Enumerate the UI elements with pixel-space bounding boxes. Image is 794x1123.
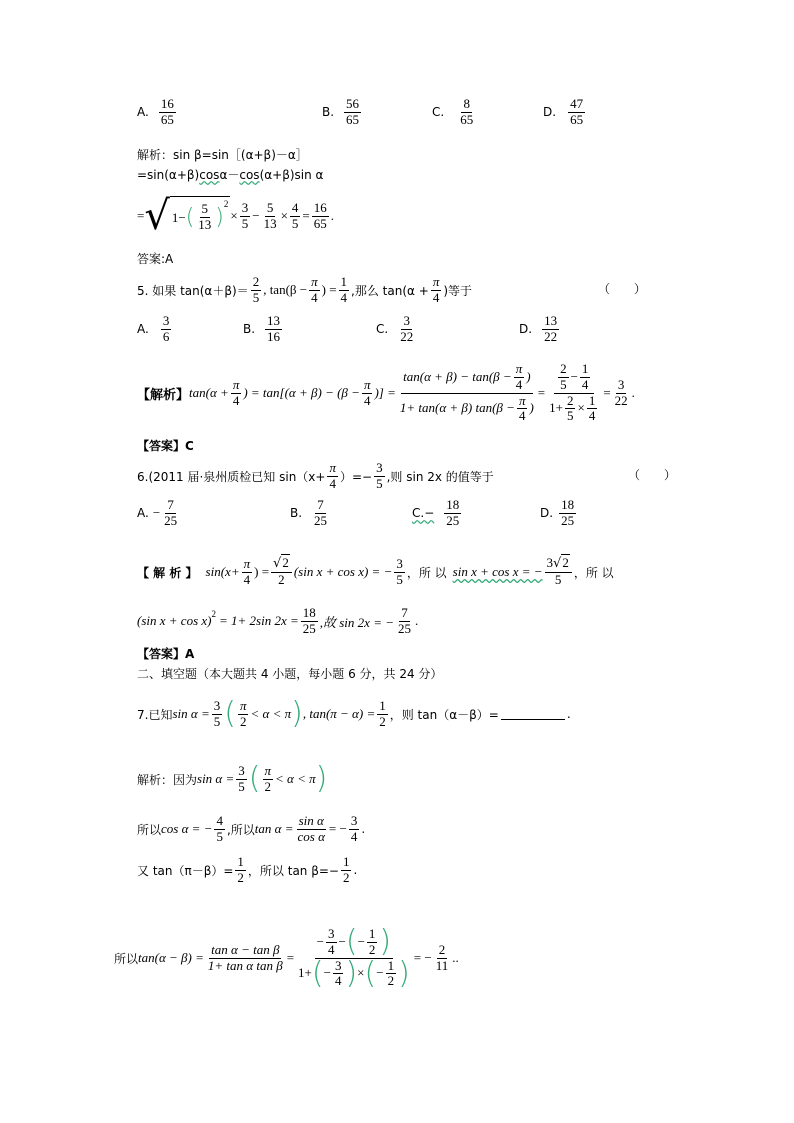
q6-solution-line2: (sin x + cos x) $^2$ = 1+ 2sin 2x = $\frac{18}{25}$ ,故 sin 2x = − $\frac{7}{25}$ . xyxy=(137,604,419,636)
q5-option-b: B. 13 16 xyxy=(243,313,281,344)
q5-solution: 【解析】 tan(α + $\frac{\pi}{4}$ ) = tan[(α + β) − (β − $\frac{\pi}{4}$ )] = tan(α + β) − tan(β − $\frac{\pi}{4}$ ) 1+ tan(α + β) tan(β − $\frac{\pi}{4}$ ) = 2 5 − $\frac{1}{4}$ 1+ $\frac{2}{5}$ × $\frac{1}{4}$ = $\frac{3}{22}$ . xyxy=(137,360,635,424)
q7-solution-line3: 又 tan（π－β）= $\frac{1}{2}$ ，所以 tan β=− $\frac{1}{2}$ . xyxy=(137,853,358,885)
q4-answer: 答案:A xyxy=(137,252,174,266)
q4-solution-line1: 解析：sin β=sin［(α+β)－α］ xyxy=(137,148,308,162)
q4-solution-line2: =sin(α+β) cos α－ cos (α+β)sin α xyxy=(137,167,324,182)
q4-option-d: D. 47 65 xyxy=(543,96,584,127)
big-fraction: tan(α + β) − tan(β − $\frac{\pi}{4}$ ) 1+ tan(α + β) tan(β − $\frac{\pi}{4}$ ) xyxy=(399,360,534,424)
q5-options xyxy=(137,314,597,354)
q5-option-d: D. 13 22 xyxy=(519,313,558,344)
q6-option-c: C.− $\frac{18}{25}$ xyxy=(412,497,460,528)
q6-option-a: A. − $\frac{7}{25}$ xyxy=(137,497,178,528)
nested-fraction: − $\frac{3}{4}$ − ( − $\frac{1}{2}$ ) 1+ ( − $\frac{3}{4}$ ) × ( − $\frac{1}{2}$ ) xyxy=(298,924,410,991)
q5-option-a: A. 3 6 xyxy=(137,313,170,344)
q4-solution-line3: = √ 1− ( 5 13 ) $^2$ × $\frac{3}{5}$ − $\frac{5}{13}$ × $\frac{4}{5}$ = $\frac{16}{65}$ . xyxy=(137,193,334,239)
q5-option-c: C. 3 22 xyxy=(376,313,414,344)
q4-option-a: A. 16 65 xyxy=(137,96,174,127)
q7-solution-line2: 所以 cos α = − $\frac{4}{5}$ ,所以 tan α = $\frac{\text{sin α}}{\text{cos α}}$ = − $\frac{3}{4}$ . xyxy=(137,812,366,844)
q6-stem: 6.(2011 届·泉州质检已知 sin（x+ $\frac{\pi}{4}$ ）=− $\frac{3}{5}$ ,则 sin 2x 的值等于 xyxy=(137,459,494,491)
section-heading-fill-in: 二、填空题（本大题共 4 小题，每小题 6 分，共 24 分） xyxy=(137,667,443,681)
q6-option-d: D. 18 25 xyxy=(540,497,575,528)
q6-option-b: B. 7 25 xyxy=(290,497,328,528)
q5-answer: 【答案】C xyxy=(137,439,194,453)
q4-option-b: B. 56 65 xyxy=(322,96,360,127)
q4-option-c: C. 8 65 xyxy=(432,96,474,127)
answer-blank[interactable] xyxy=(501,709,565,720)
q6-answer: 【答案】A xyxy=(137,647,195,661)
q7-solution-line4: 所以 tan(α − β) = $\frac{\text{tan α − tan β}}{\text{1+ tan α tan β}}$ = − $\frac{3}{4}$ − ( − $\frac{1}{2}$ ) 1+ ( − $\frac{3}{4}$ ) × ( − $\frac{1}{2}$ ) = − $\frac{2}{11}$ .. xyxy=(114,924,459,991)
q5-answer-paren: （ ） xyxy=(598,282,647,296)
q6-options xyxy=(137,498,597,540)
q6-solution-line1: 【 解 析 】 sin(x+ $\frac{\pi}{4}$ ) = $\frac{√2}{2}$ (sin x + cos x) = − $\frac{3}{5}$ ，所 以 sin x + cos x = − $\frac{3√2}{5}$ ，所 以 xyxy=(137,555,614,587)
ratio-fraction: 2 5 − $\frac{1}{4}$ 1+ $\frac{2}{5}$ × $\frac{1}{4}$ xyxy=(549,360,596,424)
sqrt-expression: √ 1− ( 5 13 ) $^2$ xyxy=(144,193,229,239)
q5-stem: 5. 如果 tan(α＋β)＝ 2 5 , tan(β − $\frac{\pi}{4}$ ) = $\frac{1}{4}$ ,那么 tan(α + $\frac{\pi}{4}$ )等于 xyxy=(137,273,473,305)
q7-stem: 7.已知 sin α = $\frac{3}{5}$ ( π 2 < α < π ) , tan(π − α) = $\frac{1}{2}$ ，则 tan（α－β）= . xyxy=(137,696,571,731)
q4-options xyxy=(137,97,597,139)
q6-answer-paren: （ ） xyxy=(628,468,677,482)
q7-solution-line1: 解析：因为 sin α = $\frac{3}{5}$ ( π 2 < α < π ) xyxy=(137,761,328,796)
